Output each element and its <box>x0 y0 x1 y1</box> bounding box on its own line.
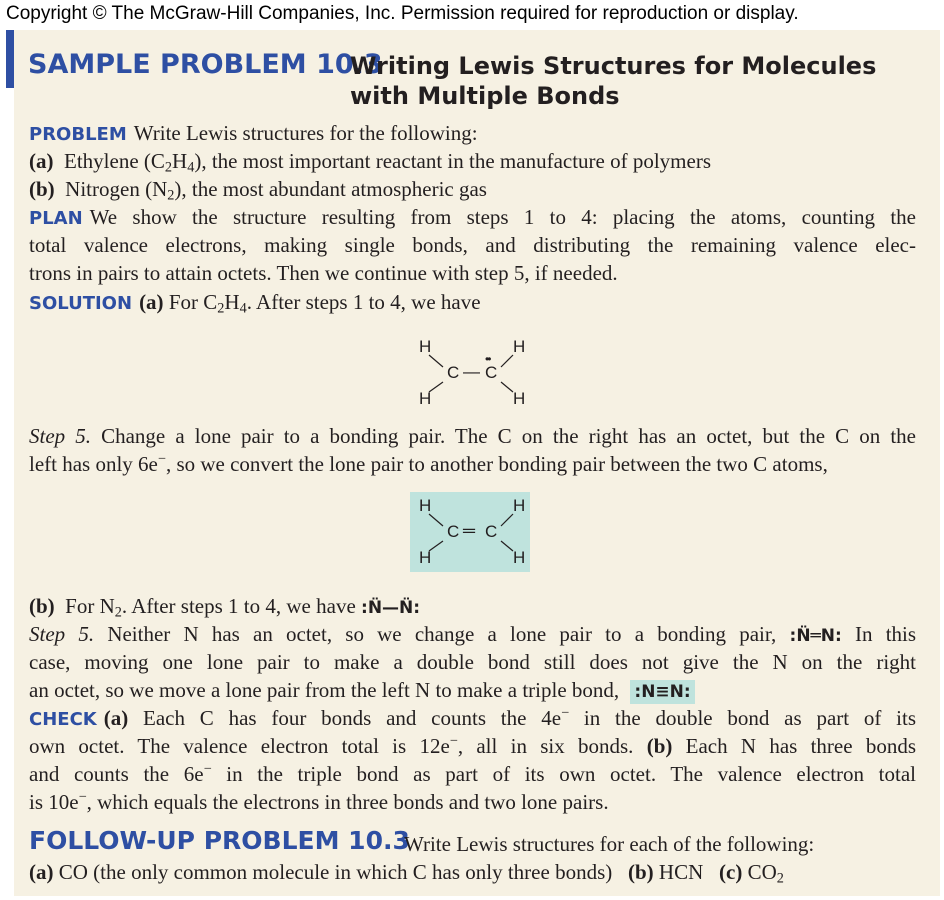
plan-line-2: total valence electrons, making single bonds, and distributing the remaining valence elec- <box>29 233 916 257</box>
n2-double-bond-structure: :N̈═N: <box>789 626 842 646</box>
solution-keyword: SOLUTION <box>29 293 133 314</box>
follow-up-parts: (a) CO (the only common molecule in which C has only three bonds) (b) HCN (c) $CO_2$ <box>29 860 784 887</box>
problem-b-label: (b) <box>29 177 55 201</box>
plan-line-3: trons in pairs to attain octets. Then we continue with step 5, if needed. <box>29 261 618 285</box>
check-line-3: and counts the 6e− in the triple bond as part of its own octet. The valence electron total <box>29 761 916 786</box>
atom-h: H <box>513 548 526 567</box>
atom-h: H <box>513 389 526 408</box>
step5-line-1: Step 5. Change a lone pair to a bonding pair. The C on the right has an octet, but the C on the <box>29 424 917 448</box>
ethylene-structure-step4 <box>405 338 545 408</box>
step5b-line-1: Step 5. Neither N has an octet, so we change a lone pair to a bonding pair, :N̈═N: In this <box>29 622 917 646</box>
atom-c: C <box>447 363 460 382</box>
n2-single-bond-structure: :N̈—N̈: <box>361 598 421 618</box>
step5-label: Step 5. <box>29 424 91 448</box>
atom-h: H <box>513 337 526 356</box>
step5b-line-3: an octet, so we move a lone pair from the left N to make a triple bond, :N≡N: <box>29 676 916 706</box>
single-bond: — <box>463 362 480 381</box>
check-line-4: is 10e−, which equals the electrons in three bonds and two lone pairs. <box>29 789 609 814</box>
problem-a-label: (a) <box>29 149 54 173</box>
lone-pair: •• <box>485 352 490 366</box>
problem-keyword: PROBLEM <box>29 124 127 145</box>
atom-c: C <box>447 522 460 541</box>
check-line-2: own octet. The valence electron total is 12e−, all in six bonds. (b) Each N has three bonds <box>29 733 917 758</box>
ethylene-structure-final <box>405 497 545 567</box>
sample-problem-label: SAMPLE PROBLEM 10.3 <box>28 49 383 80</box>
atom-h: H <box>419 389 432 408</box>
sample-problem-title-line1: Writing Lewis Structures for Molecules <box>350 52 877 80</box>
check-keyword: CHECK <box>29 709 97 730</box>
plan-line-1: PLAN We show the structure resulting from steps 1 to 4: placing the atoms, counting the <box>29 205 916 229</box>
step5-line-2: left has only 6e−, so we convert the lone pair to another bonding pair between the two C atoms, <box>29 451 828 476</box>
atom-h: H <box>419 337 432 356</box>
solution-part-b: (b) For $N_2$. After steps 1 to 4, we have :N̈—N̈: <box>29 594 421 621</box>
sample-problem-title-line2: with Multiple Bonds <box>350 82 620 110</box>
atom-h: H <box>419 548 432 567</box>
step5b-line-2: case, moving one lone pair to make a double bond still does not give the N on the right <box>29 650 916 674</box>
atom-h: H <box>513 496 526 515</box>
atom-h: H <box>419 496 432 515</box>
problem-part-a: (a) Ethylene $(C_2H_4)$, the most important reactant in the manufacture of polymers <box>29 149 712 176</box>
problem-intro-line <box>29 119 916 149</box>
plan-keyword: PLAN <box>29 208 83 229</box>
header-accent-bar <box>6 30 14 88</box>
solution-line: SOLUTION (a) For $C_2H_4$. After steps 1 to 4, we have <box>29 290 481 317</box>
atom-c: C <box>485 522 498 541</box>
double-bond: ═ <box>463 521 476 540</box>
follow-up-intro: Write Lewis structures for each of the following: <box>404 832 815 856</box>
atom-c: C <box>485 363 498 382</box>
copyright-notice: Copyright © The McGraw-Hill Companies, Inc. Permission required for reproduction or display. <box>6 3 799 24</box>
check-line-1: CHECK (a) Each C has four bonds and counts the 4e− in the double bond as part of its <box>29 705 917 730</box>
n2-triple-bond-structure: :N≡N: <box>630 680 694 704</box>
problem-part-b: (b) Nitrogen $(N_2)$, the most abundant atmospheric gas <box>29 177 487 204</box>
problem-intro: Write Lewis structures for the following: <box>133 121 478 145</box>
follow-up-label: FOLLOW-UP PROBLEM 10.3 <box>29 826 410 855</box>
